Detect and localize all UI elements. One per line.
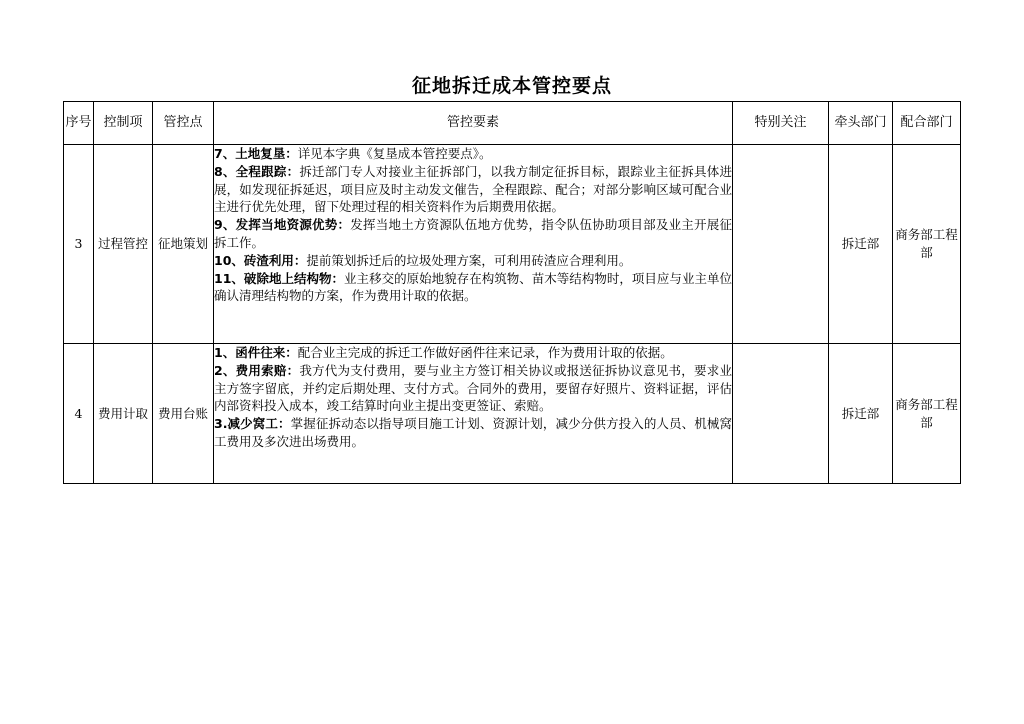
row-coop-dept: 商务部工程部: [893, 344, 961, 484]
header-lead-dept: 牵头部门: [829, 102, 893, 145]
header-control-item: 控制项: [94, 102, 153, 145]
row-control-point: 征地策划: [153, 145, 214, 344]
header-control-point: 管控点: [153, 102, 214, 145]
row-lead-dept: 拆迁部: [829, 344, 893, 484]
element-item: 9、发挥当地资源优势：发挥当地土方资源队伍地方优势，指令队伍协助项目部及业主开展征拆工作。: [214, 217, 732, 250]
element-item: 7、土地复垦：详见本字典《复垦成本管控要点》。: [214, 146, 492, 161]
row-seq: 3: [64, 145, 94, 344]
row-elements: [214, 344, 733, 484]
table-row: [64, 344, 961, 484]
element-item: 1、函件往来：配合业主完成的拆迁工作做好函件往来记录，作为费用计取的依据。: [214, 345, 673, 360]
row-control-item: 费用计取: [94, 344, 153, 484]
row-control-item: 过程管控: [94, 145, 153, 344]
page-title: 征地拆迁成本管控要点: [411, 75, 612, 97]
row-coop-dept: 商务部工程部: [893, 145, 961, 344]
element-item: 10、砖渣利用：提前策划拆迁后的垃圾处理方案，可利用砖渣应合理利用。: [214, 252, 632, 268]
row-control-point: 费用台账: [153, 344, 214, 484]
row-special: [733, 344, 829, 484]
cost-control-table: [63, 101, 961, 484]
row-lead-dept: 拆迁部: [829, 145, 893, 344]
row-special: [733, 145, 829, 344]
element-item: 8、全程跟踪：拆迁部门专人对接业主征拆部门，以我方制定征拆目标，跟踪业主征拆具体进展，如发现征拆延迟，项目应及时主动发文催告，全程跟踪、配合；对部分影响区域可配合业主进行优先处理，留下处理过程的相关资料作为后期费用依据。: [214, 163, 732, 215]
element-item: 11、破除地上结构物：业主移交的原始地貌存在构筑物、苗木等结构物时，项目应与业主单位确认清理结构物的方案，作为费用计取的依据。: [214, 270, 732, 304]
header-elements: 管控要素: [214, 102, 733, 145]
row-elements: [214, 145, 733, 344]
row-seq: 4: [64, 344, 94, 484]
element-item: 3.减少窝工：掌握征拆动态以指导项目施工计划、资源计划，减少分供方投入的人员、机械窝工费用及多次进出场费用。: [214, 416, 732, 449]
table-header-row: [64, 102, 961, 145]
table-row: [64, 145, 961, 344]
header-seq: 序号: [64, 102, 94, 145]
element-item: 2、费用索赔：我方代为支付费用，要与业主方签订相关协议或报送征拆协议意见书，要求业主方签字留底，并约定后期处理、支付方式。合同外的费用，要留存好照片、资料证据，评估内部资料投入成本，竣工结算时向业主提出变更签证、索赔。: [214, 362, 732, 414]
header-coop-dept: 配合部门: [893, 102, 961, 145]
header-special: 特别关注: [733, 102, 829, 145]
